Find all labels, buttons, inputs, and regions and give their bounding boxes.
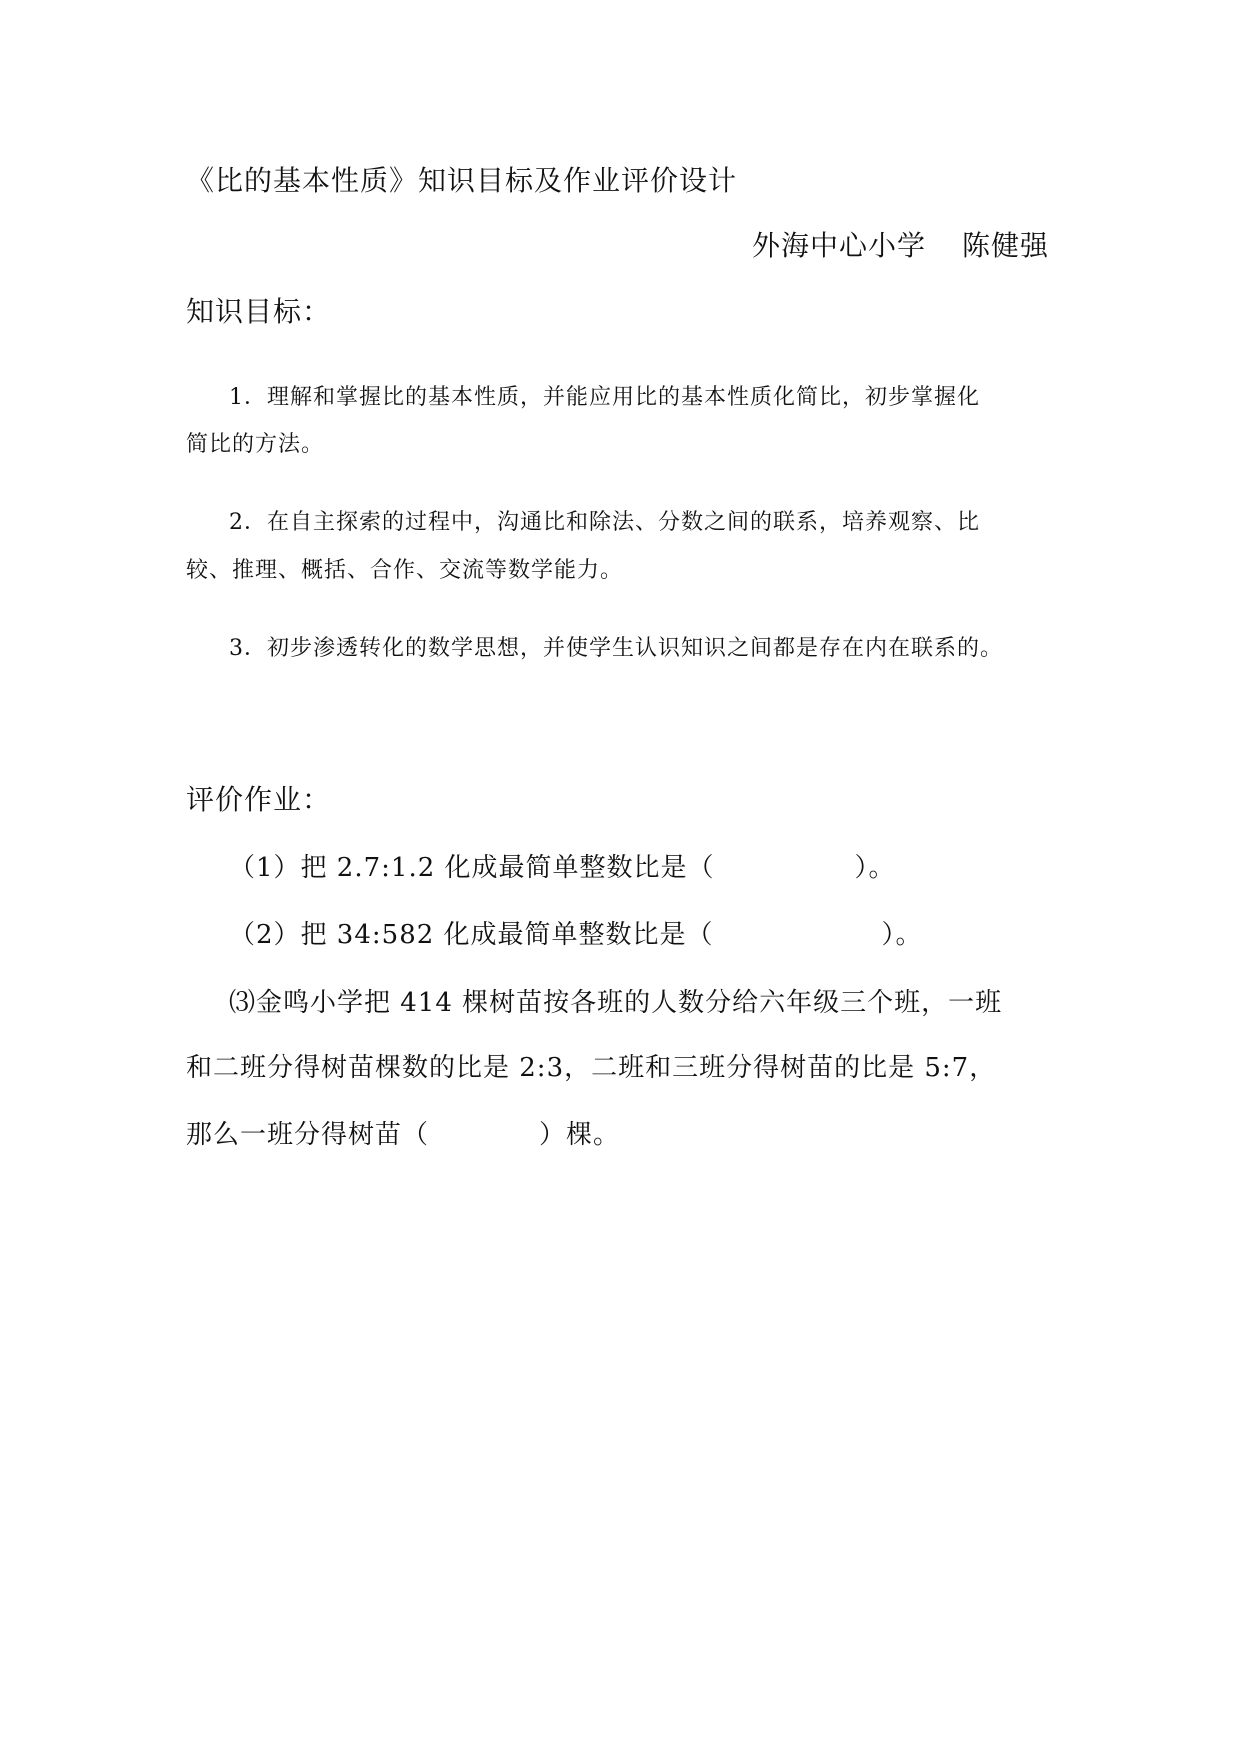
goal-2-line-1: 2．在自主探索的过程中，沟通比和除法、分数之间的联系，培养观察、比 <box>229 510 980 535</box>
goal-1-line-1: 1．理解和掌握比的基本性质，并能应用比的基本性质化简比，初步掌握化 <box>229 385 980 410</box>
knowledge-goals-heading: 知识目标： <box>186 295 332 328</box>
homework-question-2 <box>186 922 923 948</box>
homework-question-3-line-2: 和二班分得树苗棵数的比是 2:3，二班和三班分得树苗的比是 5:7， <box>186 1053 997 1083</box>
question-3-text: 那么一班分得树苗（ <box>186 1120 430 1150</box>
goal-2-line-2: 较、推理、概括、合作、交流等数学能力。 <box>186 558 624 583</box>
question-3-end: ）棵。 <box>539 1120 621 1150</box>
author-school: 外海中心小学 <box>751 229 926 262</box>
homework-question-3-line-3 <box>186 1122 620 1148</box>
homework-question-3-line-1: ⑶金鸣小学把 414 棵树苗按各班的人数分给六年级三个班，一班 <box>229 988 1003 1018</box>
goal-3-line-1: 3．初步渗透转化的数学思想，并使学生认识知识之间都是存在内在联系的。 <box>229 636 1003 661</box>
question-1-end: ）。 <box>854 853 896 883</box>
question-2-text: （2）把 34:582 化成最简单整数比是（ <box>229 920 714 950</box>
goal-1-line-2: 简比的方法。 <box>186 432 325 457</box>
author-name: 陈健强 <box>961 229 1049 262</box>
question-2-end: ）。 <box>881 920 923 950</box>
homework-question-1 <box>186 855 896 881</box>
author-line <box>751 229 1049 262</box>
question-1-text: （1）把 2.7:1.2 化成最简单整数比是（ <box>229 853 715 883</box>
homework-heading: 评价作业： <box>186 783 332 816</box>
document-title: 《比的基本性质》知识目标及作业评价设计 <box>186 164 738 197</box>
